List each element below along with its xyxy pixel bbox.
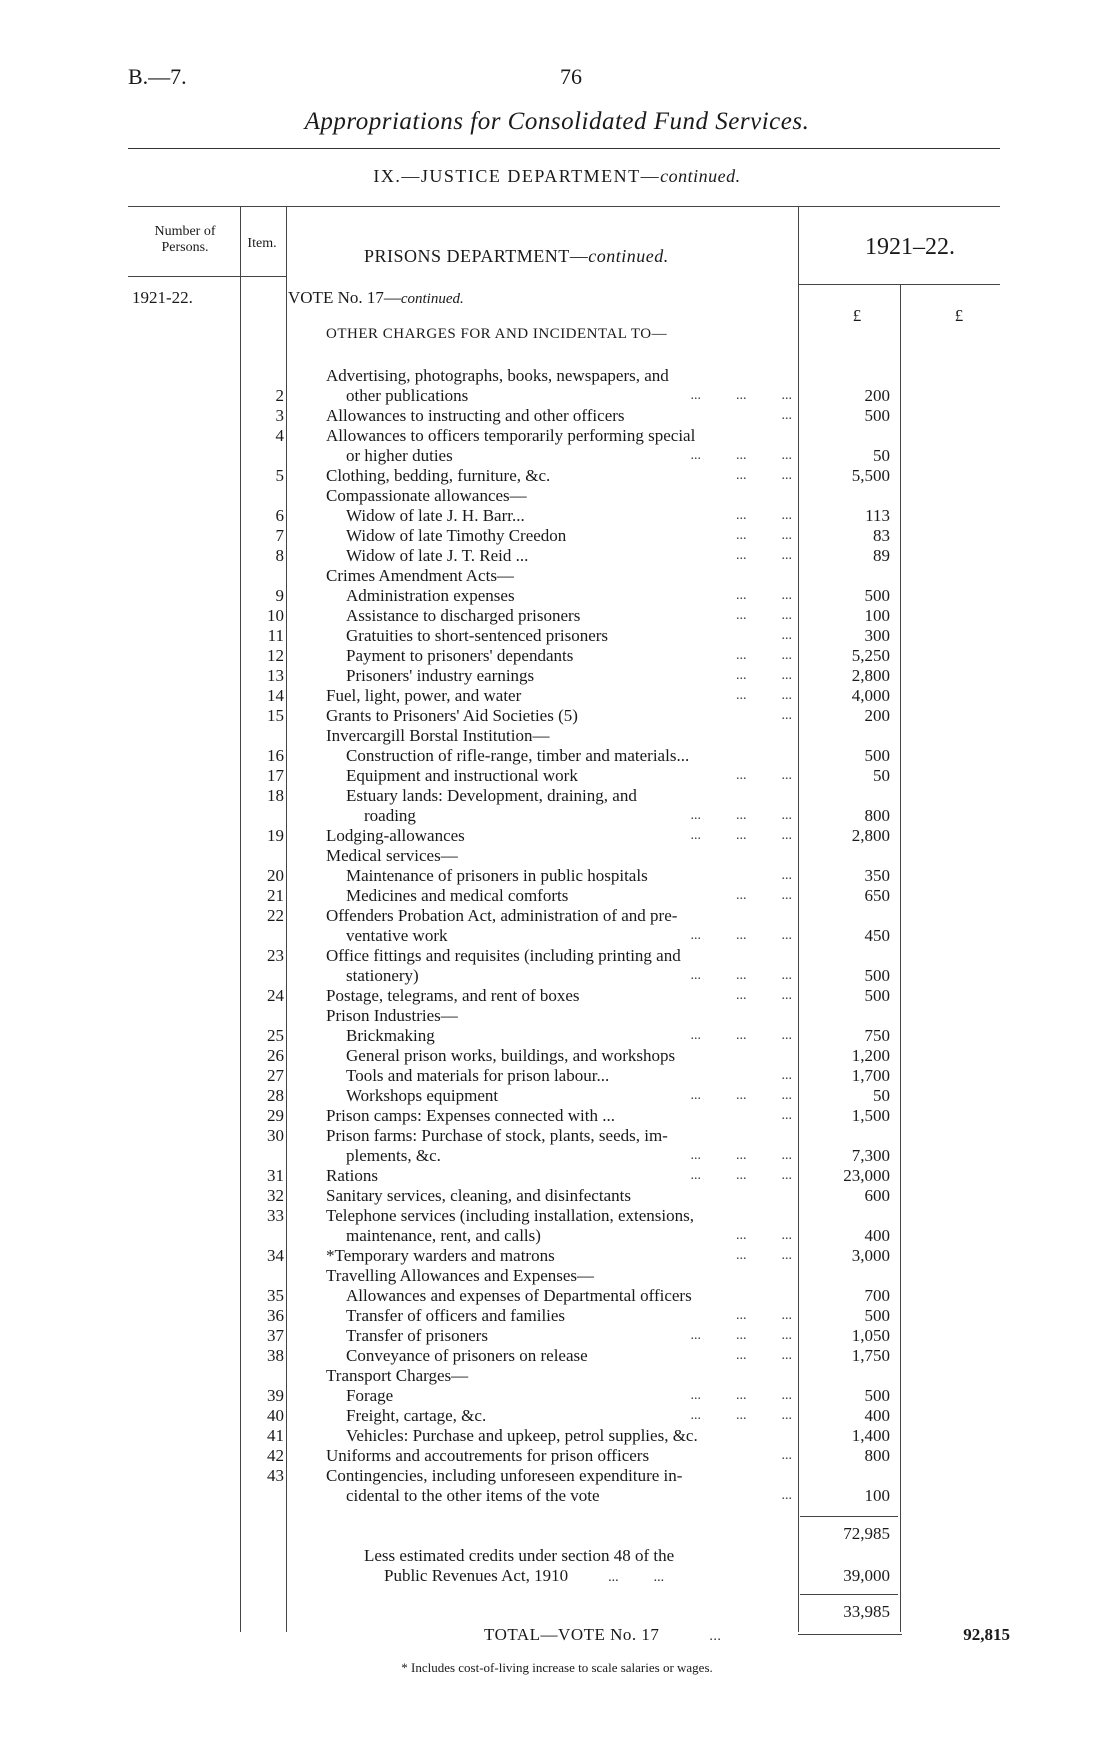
item-number: 36 — [267, 1306, 284, 1325]
item-amount: 50 — [873, 446, 890, 465]
leader-dots: ... ... ... — [690, 928, 792, 943]
department-heading: IX.—JUSTICE DEPARTMENT—continued. — [373, 166, 741, 186]
leader-dots: ... ... ... — [690, 1088, 792, 1103]
total-vote-label: TOTAL—VOTE No. 17 ... — [484, 1625, 722, 1644]
item-amount: 1,050 — [851, 1326, 890, 1345]
leader-dots: ... ... — [736, 688, 792, 703]
column-rule-item — [286, 206, 287, 1632]
less-credits — [364, 1546, 674, 1588]
leader-dots: ... — [746, 1488, 792, 1503]
item-description: Freight, cartage, &c. — [346, 1406, 487, 1425]
item-number: 26 — [267, 1046, 284, 1065]
leader-dots: ... ... — [736, 768, 792, 783]
item-amount: 3,000 — [851, 1246, 890, 1265]
item-description: Medical services— — [326, 846, 458, 865]
item-description: Equipment and instructional work — [346, 766, 578, 785]
item-number: 12 — [267, 646, 284, 665]
item-description: Crimes Amendment Acts— — [326, 566, 514, 585]
item-amount: 650 — [864, 886, 890, 905]
item-amount: 7,300 — [851, 1146, 890, 1165]
item-description: Offenders Probation Act, administration of and pre- — [326, 906, 678, 925]
column-rule-amounts — [900, 284, 901, 1632]
item-amount: 2,800 — [851, 826, 890, 845]
item-amount: 300 — [864, 626, 890, 645]
item-description: Telephone services (including installation, extensions, — [326, 1206, 694, 1225]
item-description: Lodging-allowances — [326, 826, 465, 845]
item-number: 28 — [267, 1086, 284, 1105]
item-amount: 500 — [864, 986, 890, 1005]
item-description: Prison Industries— — [326, 1006, 458, 1025]
item-description: Compassionate allowances— — [326, 486, 527, 505]
leader-dots: ... ... — [736, 1248, 792, 1263]
item-description: Transfer of prisoners — [346, 1326, 488, 1345]
item-amount: 400 — [864, 1406, 890, 1425]
item-description: Workshops equipment — [346, 1086, 499, 1105]
leader-dots: ... — [746, 1108, 792, 1123]
item-amount: 50 — [873, 766, 890, 785]
item-description: Payment to prisoners' dependants — [346, 646, 574, 665]
item-description: stationery) — [346, 966, 419, 985]
item-number: 4 — [275, 426, 284, 445]
leader-dots: ... ... ... — [690, 1328, 792, 1343]
item-number: 16 — [267, 746, 284, 765]
pound-sign-items: £ — [852, 306, 862, 325]
item-amount: 500 — [864, 966, 890, 985]
item-amount: 200 — [864, 386, 890, 405]
leader-dots: ... ... — [736, 588, 792, 603]
item-description: General prison works, buildings, and workshops — [346, 1046, 676, 1065]
item-amount: 4,000 — [851, 686, 890, 705]
leader-dots: ... ... — [736, 668, 792, 683]
net-rule — [800, 1594, 898, 1595]
item-amount: 450 — [864, 926, 890, 945]
header-rule-year — [798, 284, 1000, 285]
item-number: 30 — [267, 1126, 284, 1145]
item-description: cidental to the other items of the vote — [346, 1486, 600, 1505]
item-amount: 500 — [864, 1306, 890, 1325]
item-description: *Temporary warders and matrons — [326, 1246, 555, 1265]
item-amount: 23,000 — [843, 1166, 890, 1185]
item-description: Prison camps: Expenses connected with ... — [326, 1106, 615, 1125]
item-amount: 400 — [864, 1226, 890, 1245]
item-description: Construction of rifle-range, timber and materials... — [346, 746, 690, 765]
item-amount: 750 — [864, 1026, 890, 1045]
item-number: 27 — [267, 1066, 284, 1085]
item-description: maintenance, rent, and calls) — [346, 1226, 541, 1245]
item-description: Travelling Allowances and Expenses— — [326, 1266, 595, 1285]
item-number: 22 — [267, 906, 284, 925]
item-amount: 113 — [865, 506, 890, 525]
leader-dots: ... — [746, 628, 792, 643]
leader-dots: ... ... ... — [690, 808, 792, 823]
item-amount: 1,200 — [851, 1046, 890, 1065]
leader-dots: ... — [781, 708, 792, 723]
item-description: Allowances to officers temporarily performing special — [326, 426, 696, 445]
item-number: 23 — [267, 946, 284, 965]
item-number: 43 — [267, 1466, 284, 1485]
leader-dots: ... ... ... — [690, 448, 792, 463]
pound-sign-total: £ — [954, 306, 964, 325]
leader-dots: ... ... ... — [690, 1408, 792, 1423]
leader-dots: ... ... — [736, 548, 792, 563]
persons-year: 1921-22. — [132, 288, 193, 307]
item-number: 3 — [275, 406, 284, 425]
item-amount: 83 — [873, 526, 890, 545]
item-amount: 100 — [864, 1486, 890, 1505]
item-number: 15 — [267, 706, 284, 725]
column-rule-persons — [240, 206, 241, 1632]
leader-dots: ... ... — [736, 648, 792, 663]
item-description: Allowances and expenses of Departmental officers — [346, 1286, 692, 1305]
item-description: Maintenance of prisoners in public hospitals — [346, 866, 648, 885]
item-description: Advertising, photographs, books, newspapers, and — [326, 366, 669, 385]
item-number: 31 — [267, 1166, 284, 1185]
item-description: Assistance to discharged prisoners — [346, 606, 581, 625]
item-number: 14 — [267, 686, 284, 705]
item-amount: 800 — [864, 806, 890, 825]
item-description: Medicines and medical comforts — [346, 886, 569, 905]
item-number: 25 — [267, 1026, 284, 1045]
item-amount: 1,400 — [851, 1426, 890, 1445]
title-rule — [128, 148, 1000, 149]
leader-dots: ... ... ... — [690, 1148, 792, 1163]
item-description: Postage, telegrams, and rent of boxes — [326, 986, 580, 1005]
item-amount: 100 — [864, 606, 890, 625]
item-amount: 200 — [864, 706, 890, 725]
item-description: Transport Charges— — [326, 1366, 469, 1385]
item-description: Conveyance of prisoners on release — [346, 1346, 588, 1365]
header-rule-persons — [128, 276, 240, 277]
item-description: or higher duties — [346, 446, 453, 465]
total-rule — [798, 1634, 902, 1635]
leader-dots: ... ... — [736, 468, 792, 483]
item-number: 21 — [267, 886, 284, 905]
footnote: * Includes cost-of-living increase to scale salaries or wages. — [401, 1660, 713, 1675]
leader-dots: ... — [746, 1068, 792, 1083]
item-amount: 700 — [864, 1286, 890, 1305]
item-number: 20 — [267, 866, 284, 885]
item-description: Widow of late J. T. Reid ... — [346, 546, 529, 565]
less-credits-amount: 39,000 — [843, 1566, 890, 1585]
leader-dots: ... — [746, 1448, 792, 1463]
item-description: ventative work — [346, 926, 448, 945]
item-amount: 50 — [873, 1086, 890, 1105]
leader-dots: ... ... ... — [690, 1168, 792, 1183]
subtotal-rule — [800, 1516, 898, 1517]
other-charges-heading: OTHER CHARGES FOR AND INCIDENTAL TO— — [326, 326, 668, 342]
item-amount: 500 — [864, 1386, 890, 1405]
item-description: Widow of late Timothy Creedon — [346, 526, 567, 545]
table-top-rule — [128, 206, 1000, 207]
item-amount: 2,800 — [851, 666, 890, 685]
item-number: 38 — [267, 1346, 284, 1365]
item-number: 18 — [267, 786, 284, 805]
item-number: 5 — [275, 466, 284, 485]
leader-dots: ... ... — [736, 1308, 792, 1323]
less-credits-line1: Less estimated credits under section 48 of the — [364, 1546, 675, 1565]
leader-dots: ... ... — [736, 528, 792, 543]
item-number: 33 — [267, 1206, 284, 1225]
item-number: 24 — [267, 986, 284, 1005]
item-number: 10 — [267, 606, 284, 625]
item-amount: 5,500 — [851, 466, 890, 485]
total-vote-amount: 92,815 — [963, 1625, 1010, 1644]
item-description: Sanitary services, cleaning, and disinfectants — [326, 1186, 631, 1205]
column-rule-description — [798, 206, 799, 1632]
leader-dots: ... ... — [736, 988, 792, 1003]
item-number: 35 — [267, 1286, 284, 1305]
leader-dots: ... ... — [736, 1228, 792, 1243]
item-description: plements, &c. — [346, 1146, 441, 1165]
item-amount: 800 — [864, 1446, 890, 1465]
column-header-persons: Number of Persons. — [154, 224, 216, 255]
item-amount: 1,700 — [851, 1066, 890, 1085]
item-amount: 5,250 — [851, 646, 890, 665]
leader-dots: ... ... ... — [690, 388, 792, 403]
item-description: Contingencies, including unforeseen expenditure in- — [326, 1466, 683, 1485]
item-number: 2 — [275, 386, 284, 405]
item-number: 7 — [275, 526, 284, 545]
item-amount: 500 — [864, 406, 890, 425]
item-description: Gratuities to short-sentenced prisoners — [346, 626, 609, 645]
leader-dots: ... — [746, 868, 792, 883]
item-description: Widow of late J. H. Barr... — [346, 506, 525, 525]
item-number: 17 — [267, 766, 284, 785]
item-number: 8 — [275, 546, 284, 565]
item-description: Uniforms and accoutrements for prison officers — [326, 1446, 650, 1465]
subtotal-amount: 72,985 — [843, 1524, 890, 1543]
item-description: Vehicles: Purchase and upkeep, petrol supplies, &c. — [346, 1426, 698, 1445]
item-description: Estuary lands: Development, draining, and — [346, 786, 637, 805]
leader-dots: ... ... ... — [690, 1388, 792, 1403]
item-amount: 1,750 — [851, 1346, 890, 1365]
leader-dots: ... ... — [736, 508, 792, 523]
item-description: Invercargill Borstal Institution— — [326, 726, 550, 745]
item-number: 42 — [267, 1446, 284, 1465]
item-amount: 500 — [864, 586, 890, 605]
leader-dots: ... ... — [736, 1348, 792, 1363]
item-number: 29 — [267, 1106, 284, 1125]
item-number: 13 — [267, 666, 284, 685]
item-description: Allowances to instructing and other officers — [326, 406, 625, 425]
page-title: Appropriations for Consolidated Fund Services. — [304, 108, 810, 135]
item-number: 11 — [267, 626, 284, 645]
item-number: 19 — [267, 826, 284, 845]
leader-dots: ... ... ... — [690, 828, 792, 843]
item-number: 6 — [275, 506, 284, 525]
item-description: Grants to Prisoners' Aid Societies (5) — [326, 706, 578, 725]
item-number: 34 — [267, 1246, 284, 1265]
item-description: Clothing, bedding, furniture, &c. — [326, 466, 551, 485]
header-rule-item — [240, 276, 286, 277]
item-description: roading — [364, 806, 416, 825]
item-description: Prisoners' industry earnings — [346, 666, 535, 685]
item-description: Administration expenses — [346, 586, 515, 605]
item-amount: 350 — [864, 866, 890, 885]
item-description: Fuel, light, power, and water — [326, 686, 522, 705]
item-description: other publications — [346, 386, 469, 405]
item-description: Forage — [346, 1386, 394, 1405]
item-description: Transfer of officers and families — [346, 1306, 566, 1325]
section-heading: PRISONS DEPARTMENT—continued. — [364, 246, 669, 266]
item-number: 40 — [267, 1406, 284, 1425]
column-header-year: 1921–22. — [865, 234, 955, 260]
item-amount: 1,500 — [851, 1106, 890, 1125]
leader-dots: ... ... — [736, 888, 792, 903]
item-number: 37 — [267, 1326, 284, 1345]
item-number: 9 — [275, 586, 284, 605]
item-description: Brickmaking — [346, 1026, 435, 1045]
item-number: 41 — [267, 1426, 284, 1445]
item-description: Prison farms: Purchase of stock, plants, seeds, im- — [326, 1126, 668, 1145]
leader-dots: ... ... ... — [690, 968, 792, 983]
vote-heading: VOTE No. 17—continued. — [288, 288, 464, 307]
item-description: Office fittings and requisites (including printing and — [326, 946, 681, 965]
leader-dots: ... ... ... — [690, 1028, 792, 1043]
column-header-item: Item. — [247, 236, 277, 251]
item-amount: 600 — [864, 1186, 890, 1205]
item-description: Rations — [326, 1166, 378, 1185]
less-credits-line2: Public Revenues Act, 1910 ... ... — [384, 1566, 665, 1585]
item-amount: 89 — [873, 546, 890, 565]
item-description: Tools and materials for prison labour... — [346, 1066, 610, 1085]
item-number: 39 — [267, 1386, 284, 1405]
leader-dots: ... ... — [736, 608, 792, 623]
item-amount: 500 — [864, 746, 890, 765]
document-reference: B.—7. — [128, 64, 187, 89]
leader-dots: ... — [746, 408, 792, 423]
net-amount: 33,985 — [843, 1602, 890, 1621]
page-number: 76 — [560, 64, 582, 89]
item-number: 32 — [267, 1186, 284, 1205]
